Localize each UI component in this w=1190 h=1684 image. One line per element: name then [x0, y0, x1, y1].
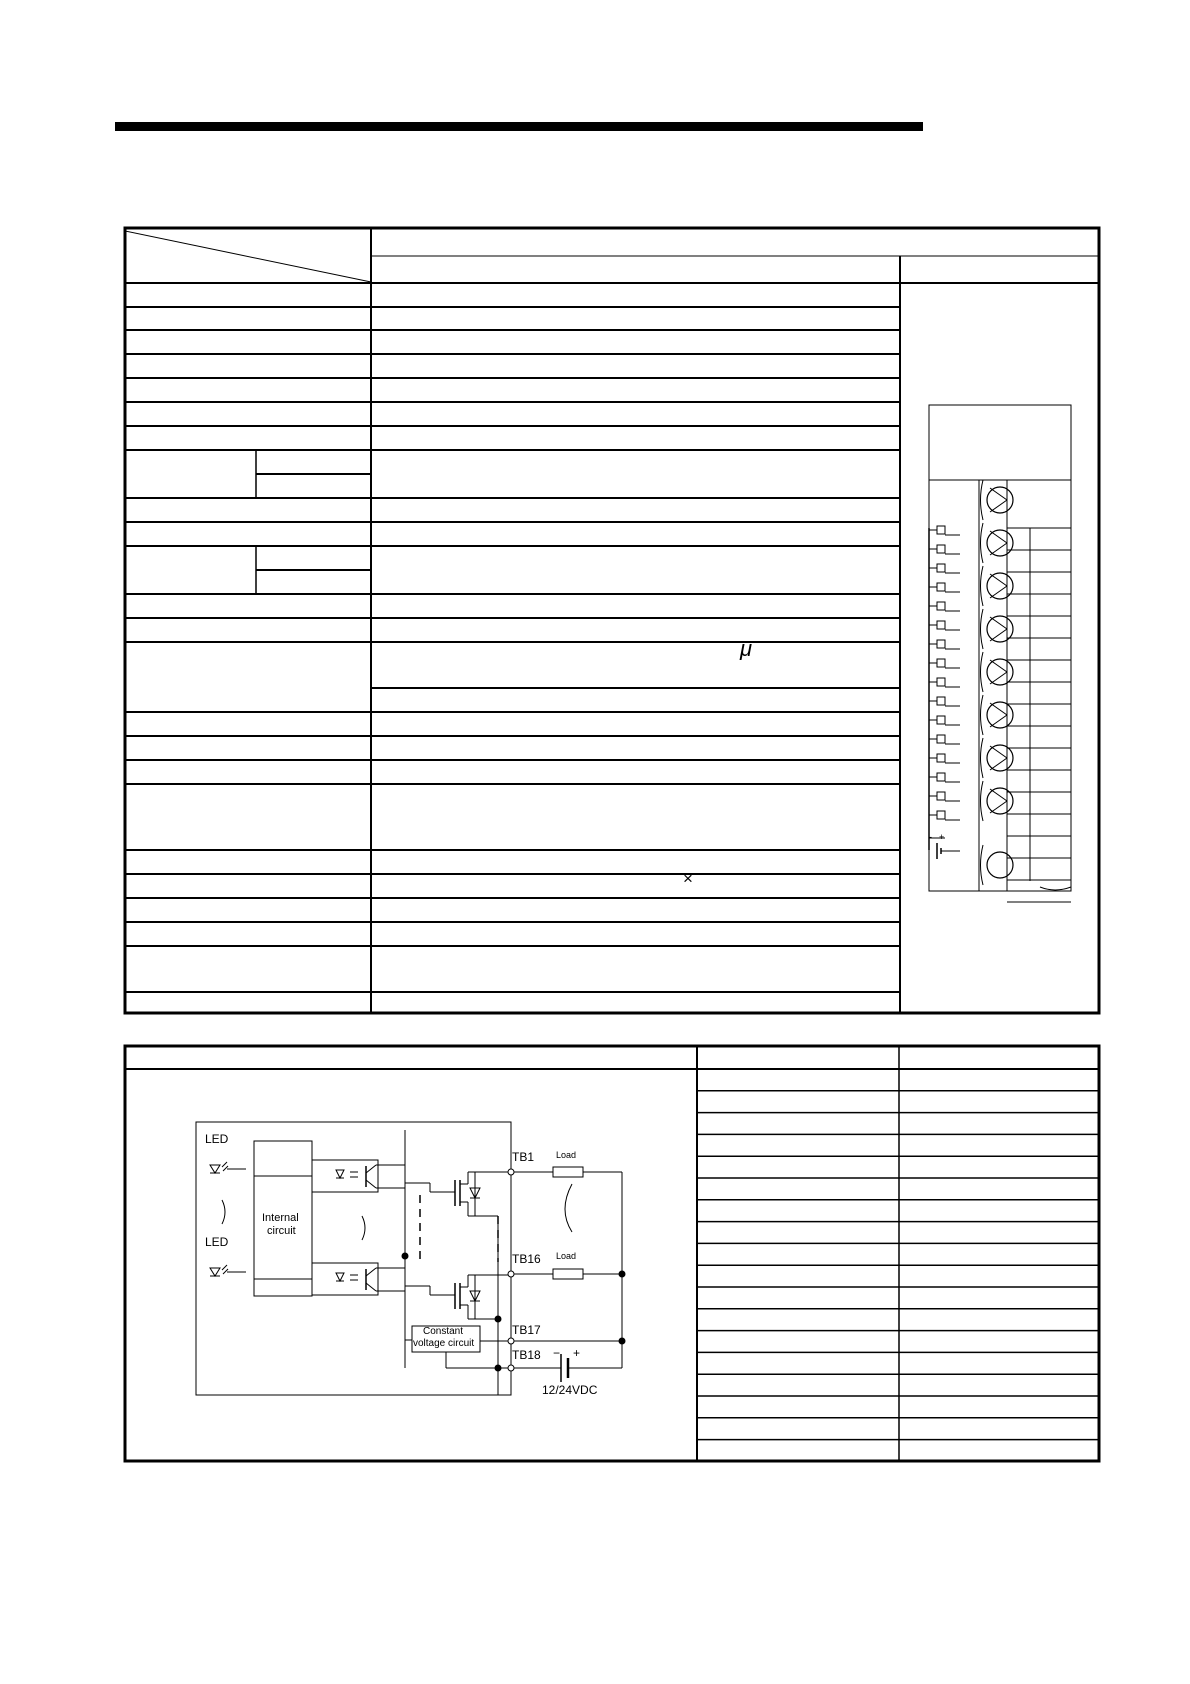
circuit-module-boundary — [196, 1122, 511, 1395]
continuation-mark — [362, 1216, 365, 1240]
led-diode-symbol — [210, 1268, 220, 1276]
phototransistor-emitter — [366, 1283, 376, 1291]
terminal-tb16: TB16 — [512, 1252, 541, 1266]
terminal-tb1: TB1 — [512, 1150, 535, 1164]
load-resistor — [553, 1269, 583, 1279]
terminal-tb18: TB18 — [512, 1348, 541, 1362]
internal-circuit-label-line1: Internal — [262, 1212, 299, 1224]
photocoupler-block — [312, 1160, 378, 1192]
continuation-mark — [565, 1184, 572, 1232]
led-light-arrow — [222, 1265, 227, 1270]
supply-voltage-label: 12/24VDC — [542, 1383, 598, 1397]
photocoupler-led — [336, 1170, 344, 1178]
internal-circuit-label-line2: circuit — [267, 1225, 296, 1237]
junction-dot — [619, 1271, 625, 1277]
supply-minus-sign: − — [553, 1346, 561, 1360]
load-resistor — [553, 1167, 583, 1177]
load-label-bottom: Load — [556, 1251, 577, 1261]
constant-voltage-label-line1: Constant — [423, 1326, 464, 1337]
terminal-point — [508, 1271, 514, 1277]
led-label-top: LED — [205, 1132, 229, 1146]
phototransistor-collector — [366, 1268, 376, 1276]
constant-voltage-label-line2: voltage circuit — [413, 1338, 475, 1349]
module-plus-sign: + — [939, 832, 945, 842]
led-label-bottom: LED — [205, 1235, 229, 1249]
module-minus-sign: - — [929, 832, 932, 842]
junction-dot — [495, 1316, 501, 1322]
terminal-point — [508, 1169, 514, 1175]
junction-dot — [402, 1253, 408, 1259]
photocoupler-led — [336, 1273, 344, 1281]
phototransistor-emitter — [366, 1180, 376, 1188]
supply-plus-sign: + — [573, 1346, 581, 1360]
led-diode-symbol — [210, 1165, 220, 1173]
continuation-mark — [222, 1200, 225, 1224]
load-label-top: Load — [556, 1150, 577, 1160]
terminal-point — [508, 1365, 514, 1371]
led-light-arrow — [222, 1162, 227, 1167]
terminal-point — [508, 1338, 514, 1344]
phototransistor-collector — [366, 1165, 376, 1173]
times-symbol: × — [683, 869, 693, 888]
photocoupler-block — [312, 1263, 378, 1295]
lower-table-border — [125, 1046, 1099, 1461]
terminal-tb17: TB17 — [512, 1323, 541, 1337]
micro-symbol: μ — [740, 636, 753, 661]
